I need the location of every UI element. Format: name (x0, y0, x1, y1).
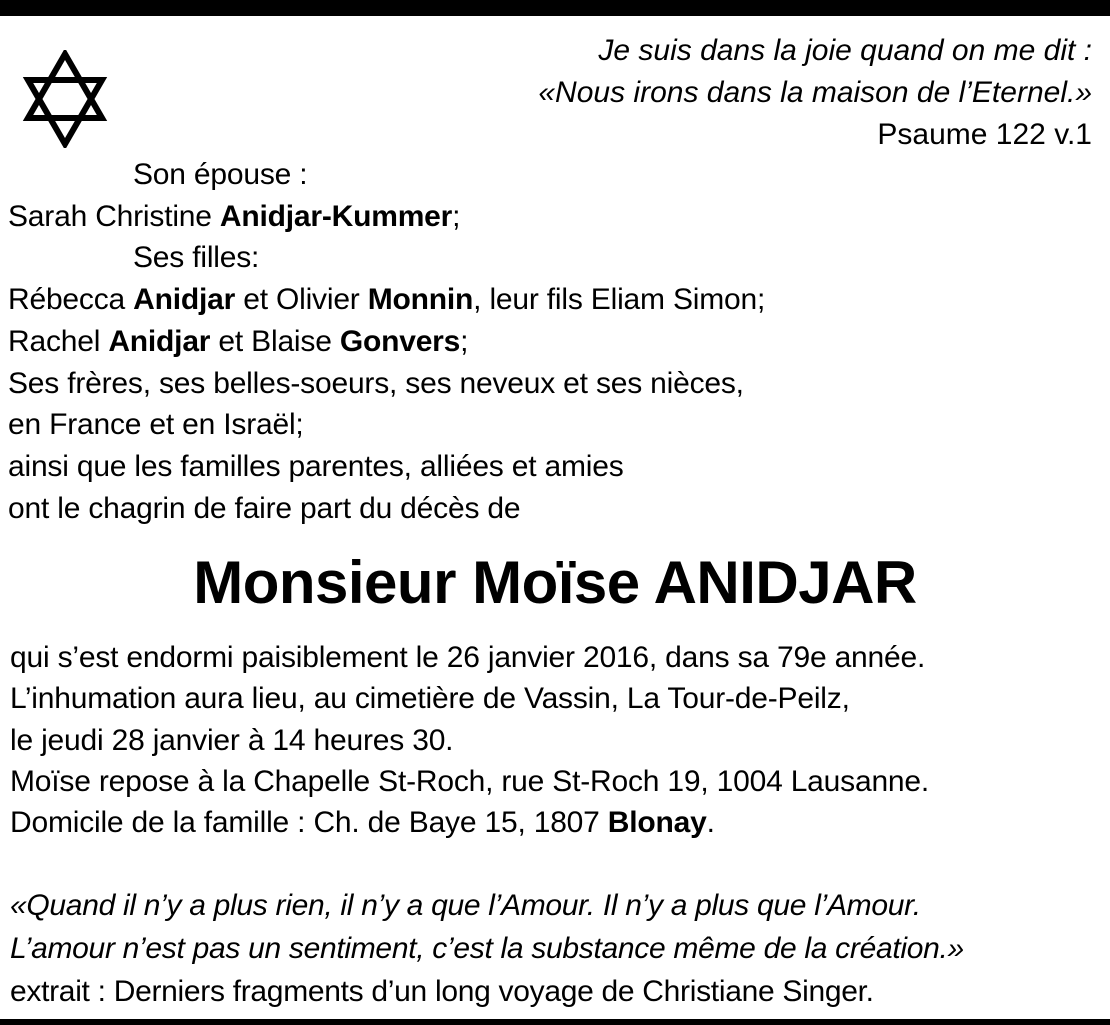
psalm-reference: Psaume 122 v.1 (877, 118, 1092, 151)
d2-end: ; (460, 324, 469, 358)
spouse-line (8, 196, 765, 238)
d2-partner-last: Gonvers (339, 324, 461, 358)
d2-first: Rachel (8, 324, 109, 358)
family-list (8, 154, 765, 529)
domicile-town: Blonay (607, 806, 707, 840)
quote-line-2: L’amour n’est pas un sentiment, c’est la substance même de la création.» (10, 932, 964, 965)
siblings-line: Ses frères, ses belles-soeurs, ses neveux et ses nièces, (8, 366, 744, 400)
details-line-4: Moïse repose à la Chapelle St-Roch, rue St-Roch 19, 1004 Lausanne. (10, 764, 930, 798)
daughters-heading: Ses filles: (133, 241, 260, 275)
domicile-text: Domicile de la famille : Ch. de Baye 15, 1807 (10, 806, 608, 840)
psalm-line-2: «Nous irons dans la maison de l’Eternel.» (538, 76, 1092, 109)
d2-last: Anidjar (108, 324, 211, 358)
d1-end: , leur fils Eliam Simon; (473, 283, 766, 317)
psalm-line-1: Je suis dans la joie quand on me dit : (598, 34, 1092, 67)
details-line-5 (10, 802, 929, 843)
d1-first: Rébecca (8, 283, 134, 317)
psalm-quote (538, 30, 1092, 156)
d1-partner-last: Monnin (367, 283, 474, 317)
daughter-line-1 (8, 279, 765, 321)
d1-last: Anidjar (133, 283, 236, 317)
details-line-3: le jeudi 28 janvier à 14 heures 30. (10, 723, 454, 757)
spouse-first-name: Sarah Christine (8, 199, 220, 233)
closing-quote (10, 884, 964, 1013)
spouse-end: ; (452, 199, 461, 233)
details-line-2: L’inhumation aura lieu, au cimetière de Vassin, La Tour-de-Peilz, (10, 682, 850, 716)
bottom-border (0, 1019, 1110, 1025)
spouse-heading: Son épouse : (133, 158, 308, 191)
details-line-1: qui s’est endormi paisiblement le 26 janvier 2016, dans sa 79e année. (10, 641, 926, 674)
d1-and: et Olivier (235, 283, 368, 317)
announce-line: ont le chagrin de faire part du décès de (8, 491, 521, 525)
spouse-last-name: Anidjar-Kummer (219, 199, 453, 233)
star-of-david-icon (22, 50, 108, 148)
d2-and: et Blaise (210, 324, 340, 358)
quote-attribution: extrait : Derniers fragments d’un long voyage de Christiane Singer. (10, 975, 874, 1008)
domicile-end: . (706, 806, 715, 840)
deceased-name: Monsieur Moïse ANIDJAR (193, 549, 917, 616)
funeral-details (10, 637, 929, 843)
families-line: ainsi que les familles parentes, alliées et amies (8, 449, 624, 483)
daughter-line-2 (8, 321, 765, 363)
countries-line: en France et en Israël; (8, 408, 304, 442)
top-border (0, 0, 1110, 16)
quote-line-1: «Quand il n’y a plus rien, il n’y a que l’Amour. Il n’y a plus que l’Amour. (10, 889, 921, 922)
